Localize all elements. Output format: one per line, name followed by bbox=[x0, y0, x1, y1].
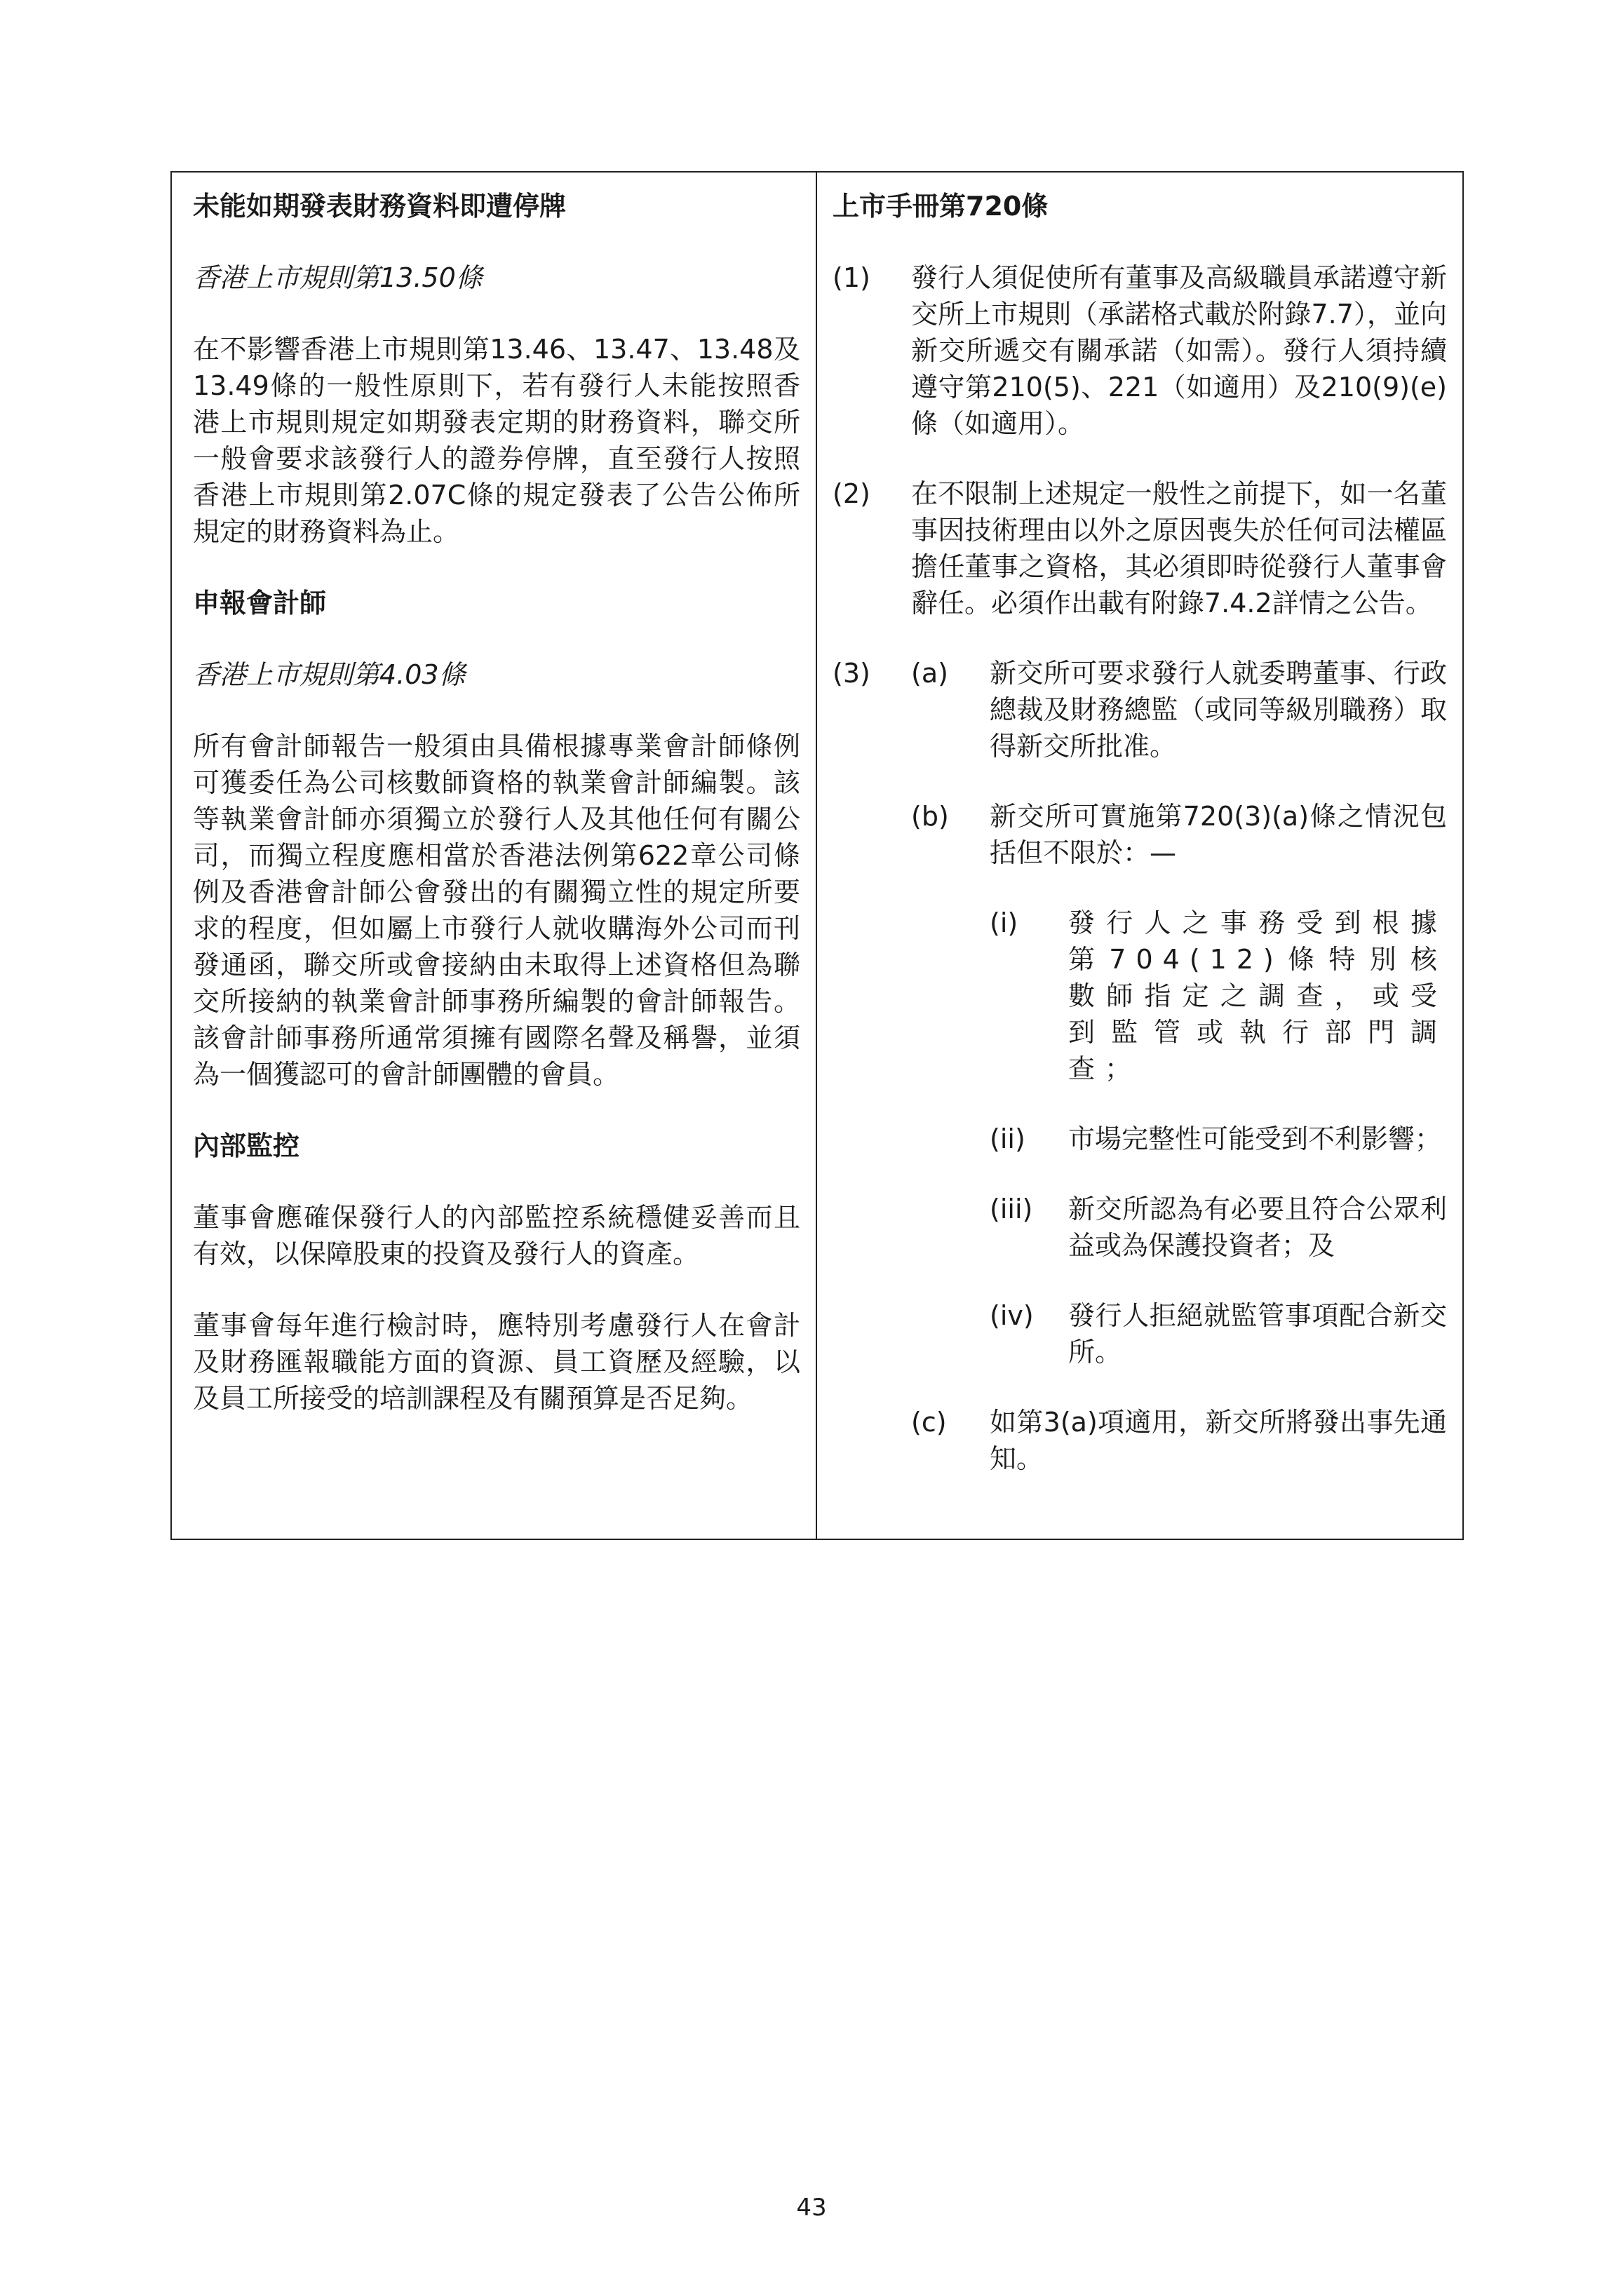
roman-label: (i) bbox=[990, 907, 1018, 938]
rule-reference-13-50: 香港上市規則第13.50條 bbox=[193, 262, 483, 293]
right-column bbox=[817, 173, 1462, 1539]
roman-text: 新交所認為有必要且符合公眾利益或為保護投資者；及 bbox=[1068, 1194, 1447, 1261]
sub-item-text: 新交所可要求發行人就委聘董事、行政總裁及財務總監（或同等級別職務）取得新交所批准。 bbox=[990, 658, 1447, 762]
sub-item-a bbox=[911, 655, 1447, 764]
section-heading-reporting-accountant: 申報會計師 bbox=[193, 588, 327, 619]
sub-item-text: 如第3(a)項適用，新交所將發出事先通知。 bbox=[990, 1407, 1447, 1474]
sub-item-label: (a) bbox=[911, 658, 948, 689]
roman-item-iii bbox=[990, 1191, 1447, 1264]
paragraph-reporting-accountant: 所有會計師報告一般須由具備根據專業會計師條例可獲委任為公司核數師資格的執業會計師編製。該等執業會計師亦須獨立於發行人及其他任何有關公司，而獨立程度應相當於香港法例第622章公司條例及香港會計師公會發出的有關獨立性的規定所要求的程度，但如屬上市發行人就收購海外公司而刊發通函，聯交所或會接納由未取得上述資格但為聯交所接納的執業會計師事務所編製的會計師報告。該會計師事務所通常須擁有國際名聲及稱譽，並須為一個獲認可的會計師團體的會員。 bbox=[193, 731, 800, 1090]
page-number: 43 bbox=[796, 2194, 827, 2222]
sub-item-b-body bbox=[990, 798, 1447, 1370]
roman-label: (iii) bbox=[990, 1194, 1033, 1224]
item-text: 發行人須促使所有董事及高級職員承諾遵守新交所上市規則（承諾格式載於附錄7.7），並向新交所遞交有關承諾（如需）。發行人須持續遵守第210(5)、221（如適用）及210(9)(e)條（如適用）。 bbox=[911, 262, 1447, 439]
list-item-2 bbox=[833, 475, 1447, 621]
paragraph-internal-control-2: 董事會每年進行檢討時，應特別考慮發行人在會計及財務匯報職能方面的資源、員工資歷及經驗，以及員工所接受的培訓課程及有關預算是否足夠。 bbox=[193, 1310, 800, 1414]
item-number: (1) bbox=[833, 262, 870, 293]
sub-item-label: (b) bbox=[911, 801, 949, 832]
left-column bbox=[172, 173, 817, 1539]
comparison-table bbox=[170, 171, 1464, 1540]
roman-text: 發行人拒絕就監管事項配合新交所。 bbox=[1068, 1300, 1447, 1368]
paragraph-internal-control-1: 董事會應確保發行人的內部監控系統穩健妥善而且有效，以保障股東的投資及發行人的資產。 bbox=[193, 1202, 800, 1269]
roman-text: 市場完整性可能受到不利影響； bbox=[1068, 1123, 1442, 1154]
roman-item-ii bbox=[990, 1121, 1447, 1157]
item-number: (2) bbox=[833, 478, 870, 509]
list-item-1 bbox=[833, 259, 1447, 442]
item-text: 在不限制上述規定一般性之前提下，如一名董事因技術理由以外之原因喪失於任何司法權區擔任董事之資格，其必須即時從發行人董事會辭任。必須作出載有附錄7.4.2詳情之公告。 bbox=[911, 478, 1447, 619]
roman-label: (ii) bbox=[990, 1123, 1025, 1154]
roman-text: 發行人之事務受到根據第704(12)條特別核數師指定之調查，或受到監管或執行部門調查； bbox=[1068, 907, 1447, 1084]
paragraph-suspension: 在不影響香港上市規則第13.46、13.47、13.48及13.49條的一般性原則下，若有發行人未能按照香港上市規則規定如期發表定期的財務資料，聯交所一般會要求該發行人的證券停牌，直至發行人按照香港上市規則第2.07C條的規定發表了公告公佈所規定的財務資料為止。 bbox=[193, 334, 800, 547]
section-heading-suspension: 未能如期發表財務資料即遭停牌 bbox=[193, 191, 567, 222]
sub-item-text: 新交所可實施第720(3)(a)條之情況包括但不限於：— bbox=[990, 801, 1447, 868]
section-heading-internal-control: 內部監控 bbox=[193, 1130, 300, 1161]
item-number: (3) bbox=[833, 658, 870, 689]
roman-label: (iv) bbox=[990, 1300, 1034, 1331]
roman-item-iv bbox=[990, 1297, 1447, 1370]
rule-reference-4-03: 香港上市規則第4.03條 bbox=[193, 659, 466, 690]
list-item-3 bbox=[833, 655, 1447, 1477]
sub-list bbox=[911, 655, 1447, 1477]
section-heading-rule-720: 上市手冊第720條 bbox=[833, 191, 1049, 222]
roman-item-i bbox=[990, 905, 1447, 1087]
sub-item-label: (c) bbox=[911, 1407, 947, 1438]
sub-item-c bbox=[911, 1404, 1447, 1477]
sub-item-b bbox=[911, 798, 1447, 1370]
